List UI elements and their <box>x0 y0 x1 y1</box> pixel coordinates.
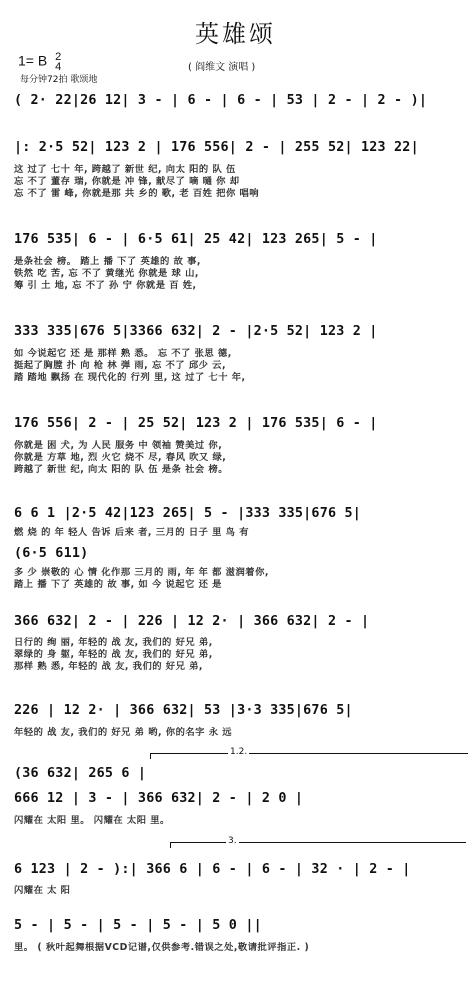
notation-line: 176 556| 2 - | 25 52| 123 2 | 176 535| 6 - | <box>14 416 378 431</box>
lyric-line: 你就是 方草 地, 烈 火它 烧不 尽, 春风 吹又 绿, <box>14 452 227 463</box>
lyric-line: 铁然 吃 苦, 忘 不了 黄继光 你就是 球 山, <box>14 268 199 279</box>
notation-line: ( 2· 22|26 12| 3 - | 6 - | 6 - | 53 | 2 - | 2 - )| <box>14 93 428 108</box>
time-signature <box>55 52 61 72</box>
lyric-line: 翠绿的 身 躯, 年轻的 战 友, 我们的 好兄 弟, <box>14 649 213 660</box>
notation-line: 666 12 | 3 - | 366 632| 2 - | 2 0 | <box>14 791 304 806</box>
lyric-line: 忘 不了 雷 峰, 你就是那 共 乡的 歌, 老 百姓 把你 唱响 <box>14 188 260 199</box>
volta-label-1: 1.2. <box>230 747 248 757</box>
volta-tick-1 <box>150 753 151 759</box>
lyric-line: 踏 踏地 飘扬 在 现代化的 行列 里, 这 过了 七十 年, <box>14 372 246 383</box>
song-title: 英雄颂 <box>195 20 276 48</box>
volta-tick-2 <box>170 842 171 848</box>
volta-bracket-2 <box>170 842 466 843</box>
notation-line: 333 335|676 5|3366 632| 2 - |2·5 52| 123 2 | <box>14 324 378 339</box>
lyric-line: 如 今说起它 还 是 那样 熟 悉。 忘 不了 张思 德, <box>14 348 232 359</box>
notation-line: 5 - | 5 - | 5 - | 5 - | 5 0 || <box>14 918 262 933</box>
notation-line: 6 123 | 2 - ):| 366 6 | 6 - | 6 - | 32 · | 2 - | <box>14 862 411 877</box>
lyric-line: 闪耀在 太阳 里。 闪耀在 太阳 里。 <box>14 815 170 826</box>
lyric-line: 你就是 困 犬, 为 人民 服务 中 领袖 赞美过 你, <box>14 440 223 451</box>
key-signature <box>18 52 61 72</box>
lyric-line: 那样 熟 悉, 年轻的 战 友, 我们的 好兄 弟, <box>14 661 203 672</box>
lyric-line: 日行的 绚 丽, 年轻的 战 友, 我们的 好兄 弟, <box>14 637 213 648</box>
lyric-line: 多 少 崇敬的 心 情 化作那 三月的 雨, 年 年 都 滋润着你, <box>14 567 269 578</box>
volta-bracket-1 <box>150 753 468 754</box>
lyric-line: 忘 不了 董存 瑞, 你就是 冲 锋, 献尽了 嘀 嗵 你 却 <box>14 176 240 187</box>
lyric-line: 年轻的 战 友, 我们的 好兄 弟 哟, 你的名字 永 远 <box>14 727 233 738</box>
lyric-line: 是条社会 榜。 踏上 播 下了 英雄的 故 事, <box>14 256 201 267</box>
notation-line: |: 2·5 52| 123 2 | 176 556| 2 - | 255 52| 123 22| <box>14 140 419 155</box>
time-signature-bottom: 4 <box>55 61 62 73</box>
lyric-line: 挺起了胸膛 扑 向 枪 林 弹 雨, 忘 不了 邱少 云, <box>14 360 226 371</box>
notation-line: 226 | 12 2· | 366 632| 53 |3·3 335|676 5| <box>14 703 353 718</box>
singer-credit: ( 阎维文 演唱 ) <box>188 62 256 73</box>
lyric-line: 这 过了 七十 年, 跨越了 新世 纪, 向太 阳的 队 伍 <box>14 164 236 175</box>
lyric-line: 筹 引 土 地, 忘 不了 孙 宁 你就是 百 姓, <box>14 280 197 291</box>
key-label: 1= B <box>18 52 48 69</box>
time-signature-top: 2 <box>55 51 62 63</box>
notation-line: 366 632| 2 - | 226 | 12 2· | 366 632| 2 - | <box>14 614 370 629</box>
notation-line: 176 535| 6 - | 6·5 61| 25 42| 123 265| 5 - | <box>14 232 378 247</box>
lyric-line: 跨越了 新世 纪, 向太 阳的 队 伍 是条 社会 榜。 <box>14 464 229 475</box>
notation-line: (36 632| 265 6 | <box>14 766 147 781</box>
lyric-line: 踏上 播 下了 英雄的 故 事, 如 今 说起它 还 是 <box>14 579 222 590</box>
lyric-line: 里。 ( 秋叶起舞根据VCD记谱,仅供参考.错误之处,敬请批评指正. ) <box>14 942 310 953</box>
volta-label-2: 3. <box>228 836 237 846</box>
tempo-marking: 每分钟72拍 歌颂地 <box>20 75 98 85</box>
lyric-line: 闪耀在 太 阳 <box>14 885 71 896</box>
notation-line: (6·5 611) <box>14 546 89 561</box>
notation-line: 6 6 1 |2·5 42|123 265| 5 - |333 335|676 5| <box>14 506 361 521</box>
lyric-line: 燃 烧 的 年 轻人 告诉 后来 者, 三月的 日子 里 鸟 有 <box>14 527 250 538</box>
